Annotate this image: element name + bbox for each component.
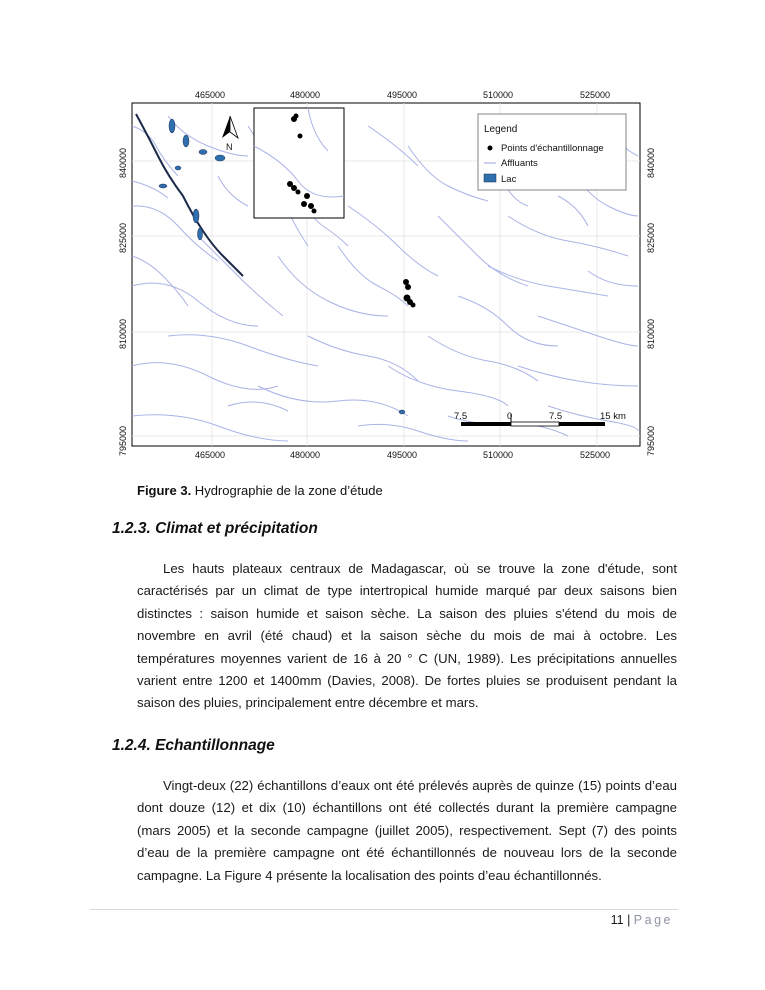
x-tick-top-1: 465000 <box>195 90 226 100</box>
page-number: 11 <box>610 913 624 927</box>
x-tick-bottom-2: 480000 <box>290 450 321 460</box>
right-axis-labels <box>646 148 656 456</box>
scale-label-end: 15 km <box>600 411 626 422</box>
page-word: Page <box>633 913 673 927</box>
y-tick-right-4: 795000 <box>646 425 656 456</box>
y-tick-left-3: 810000 <box>118 318 128 349</box>
bottom-axis-labels <box>195 450 610 460</box>
hydrography-map <box>108 86 668 460</box>
figure-caption-label: Figure 3. <box>137 483 192 498</box>
y-tick-right-2: 825000 <box>646 222 656 253</box>
y-tick-left-1: 840000 <box>118 147 128 178</box>
top-axis-labels <box>195 90 610 100</box>
x-tick-bottom-4: 510000 <box>483 450 514 460</box>
x-tick-top-3: 495000 <box>387 90 418 100</box>
legend-item-lac: Lac <box>501 174 517 185</box>
figure-caption-text: Hydrographie de la zone d’étude <box>191 483 383 498</box>
page-footer <box>611 913 673 927</box>
y-tick-left-2: 825000 <box>118 222 128 253</box>
x-tick-top-5: 525000 <box>580 90 611 100</box>
scale-label-left: 7.5 <box>454 411 468 422</box>
y-tick-right-1: 840000 <box>646 147 656 178</box>
section-heading-echantillonnage: 1.2.4. Echantillonnage <box>112 737 275 754</box>
x-tick-bottom-5: 525000 <box>580 450 611 460</box>
legend-point-symbol <box>488 146 493 151</box>
map-svg <box>108 86 668 460</box>
x-tick-bottom-1: 465000 <box>195 450 226 460</box>
section-heading-climat: 1.2.3. Climat et précipitation <box>112 520 318 537</box>
legend-item-affluants: Affluants <box>501 158 538 169</box>
legend-item-points: Points d'échantillonnage <box>501 143 604 154</box>
x-tick-top-4: 510000 <box>483 90 514 100</box>
x-tick-top-2: 480000 <box>290 90 321 100</box>
paragraph-climat: Les hauts plateaux centraux de Madagascar, où se trouve la zone d'étude, sont caractérisés par un climat de type intertropical humide marqué par deux saisons bien distinctes : saison humide et saison sèche. La saison des pluies s'étend du mois de novembre en avril (été chaud) et la saison sèche du mois de mai à octobre. Les températures moyennes varient de 16 à 20 ° C (UN, 1989). Les précipitations annuelles varient entre 1200 et 1400mm (Davies, 2008). De fortes pluies se produisent pendant la saison des pluies, principalement entre décembre et mars. <box>137 561 677 711</box>
x-tick-bottom-3: 495000 <box>387 450 418 460</box>
y-tick-left-4: 795000 <box>118 425 128 456</box>
paragraph-echantillonnage: Vingt-deux (22) échantillons d’eaux ont été prélevés auprès de quinze (15) points d’eau dont douze (12) et dix (10) échantillons ont été collectés durant la première campagne (mars 2005) et la seconde campagne (juillet 2005), respectivement. Sept (7) des points d’eau de la première campagne ont été échantillonnés de nouveau lors de la seconde campagne. La Figure 4 présente la localisation des points d’eau échantillonnés. <box>137 778 677 883</box>
left-axis-labels <box>118 148 128 456</box>
north-label: N <box>226 142 233 152</box>
footer-divider <box>90 909 678 910</box>
y-tick-right-3: 810000 <box>646 318 656 349</box>
inset-map <box>254 108 344 218</box>
footer-separator: | <box>627 913 631 927</box>
map-legend <box>478 114 626 190</box>
legend-lake-symbol <box>484 174 496 182</box>
scale-label-zero: 0 <box>507 411 513 422</box>
scale-label-mid: 7.5 <box>549 411 563 422</box>
legend-title: Legend <box>484 124 518 135</box>
figure-caption <box>137 483 383 498</box>
